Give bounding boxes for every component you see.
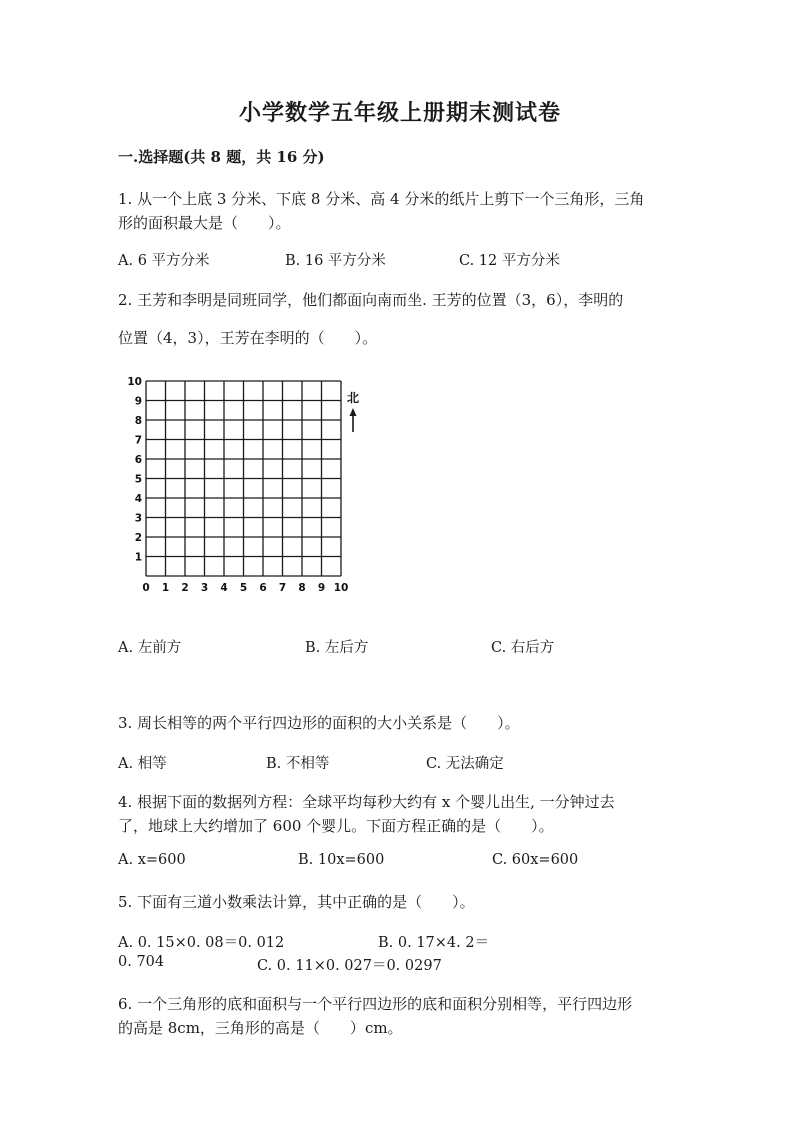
x-axis-tick-label: 9 [317, 582, 326, 594]
y-axis-tick-label: 3 [134, 512, 142, 525]
x-axis-tick-label: 8 [298, 582, 306, 594]
y-axis-tick-label: 6 [134, 454, 142, 466]
question-2-option-b[interactable]: B. 左后方 [305, 640, 369, 656]
question-1-line-1: 1. 从一个上底 3 分米、下底 8 分米、高 4 分米的纸片上剪下一个三角形，三角 [118, 190, 645, 208]
y-axis-tick-label: 4 [134, 493, 142, 505]
x-axis-tick-label: 5 [239, 582, 248, 594]
question-3-line-1: 3. 周长相等的两个平行四边形的面积的大小关系是（ ）。 [118, 714, 520, 732]
question-3-option-c[interactable]: C. 无法确定 [426, 756, 504, 772]
question-4-option-b[interactable]: B. 10x=600 [298, 852, 385, 868]
question-5-option-b-continued: 0. 704 [118, 954, 165, 970]
question-1-line-2: 形的面积最大是（ ）。 [118, 214, 291, 232]
question-2-option-a[interactable]: A. 左前方 [118, 640, 182, 656]
question-3-option-a[interactable]: A. 相等 [118, 756, 167, 772]
y-axis-tick-label: 10 [127, 376, 142, 388]
x-axis-tick-label: 4 [220, 582, 228, 594]
x-axis-tick-label: 10 [333, 582, 349, 594]
question-2-line-1: 2. 王芳和李明是同班同学，他们都面向南而坐. 王芳的位置（3，6），李明的 [118, 291, 624, 309]
question-2-option-c[interactable]: C. 右后方 [491, 640, 555, 656]
question-4-option-c[interactable]: C. 60x=600 [492, 852, 579, 868]
question-5-option-a[interactable]: A. 0. 15×0. 08＝0. 012 [118, 935, 285, 951]
question-4-option-a[interactable]: A. x=600 [118, 852, 186, 868]
y-axis-tick-label: 2 [134, 532, 142, 544]
question-1-option-c[interactable]: C. 12 平方分米 [459, 253, 560, 269]
question-5-line-1: 5. 下面有三道小数乘法计算，其中正确的是（ ）。 [118, 893, 475, 911]
question-1-option-a[interactable]: A. 6 平方分米 [118, 253, 210, 269]
question-3-option-b[interactable]: B. 不相等 [266, 756, 330, 772]
question-2-line-2: 位置（4，3），王芳在李明的（ ）。 [118, 329, 378, 347]
x-axis-tick-label: 1 [161, 582, 170, 594]
x-axis-tick-label: 6 [259, 582, 267, 594]
x-axis-tick-label: 3 [200, 582, 209, 594]
y-axis-tick-label: 1 [134, 551, 142, 564]
north-arrow-icon [350, 408, 357, 416]
y-axis-tick-label: 9 [134, 395, 142, 408]
x-axis-tick-label: 7 [278, 582, 287, 594]
question-5-option-b[interactable]: B. 0. 17×4. 2＝ [378, 935, 490, 951]
x-axis-tick-label: 2 [181, 582, 189, 594]
north-label: 北 [346, 391, 360, 405]
question-4-line-1: 4. 根据下面的数据列方程：全球平均每秒大约有 x 个婴儿出生, 一分钟过去 [118, 793, 615, 811]
y-axis-tick-label: 5 [134, 473, 142, 486]
y-axis-tick-label: 7 [134, 434, 142, 447]
question-4-line-2: 了，地球上大约增加了 600 个婴儿。下面方程正确的是（ ）。 [118, 817, 554, 835]
question-1-option-b[interactable]: B. 16 平方分米 [285, 253, 386, 269]
coordinate-grid-figure [127, 376, 364, 594]
y-axis-tick-label: 8 [134, 415, 142, 427]
question-6-line-2: 的高是 8cm，三角形的高是（ ）cm。 [118, 1019, 403, 1037]
page-title: 小学数学五年级上册期末测试卷 [238, 100, 561, 126]
section-heading: 一.选择题(共 8 题，共 16 分) [118, 148, 325, 166]
question-6-line-1: 6. 一个三角形的底和面积与一个平行四边形的底和面积分别相等，平行四边形 [118, 995, 633, 1013]
x-axis-tick-label: 0 [142, 582, 150, 594]
question-5-option-c[interactable]: C. 0. 11×0. 027＝0. 0297 [257, 958, 442, 974]
